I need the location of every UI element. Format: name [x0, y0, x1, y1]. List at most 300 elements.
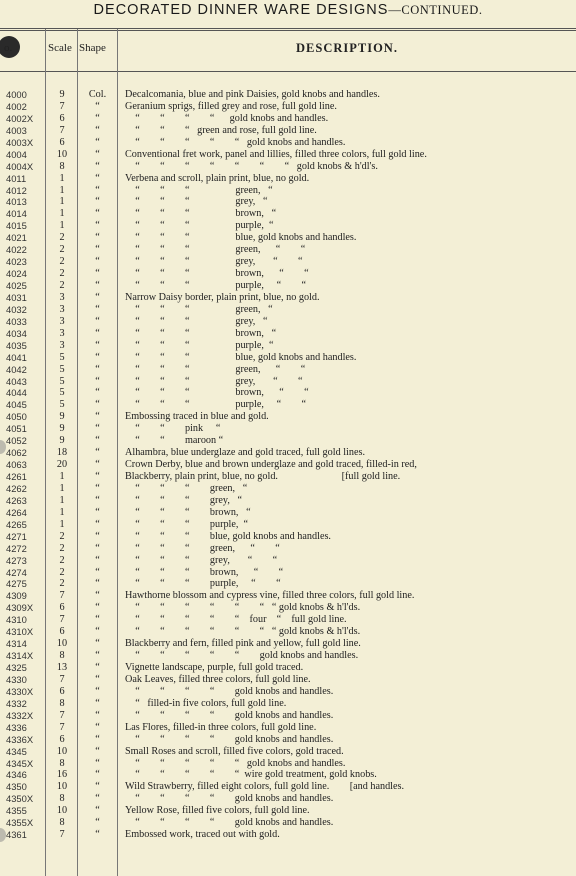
shape-value: “ — [95, 351, 100, 363]
description-text: “ “ “ “ gold knobs and handles. — [125, 733, 334, 745]
item-number: 4350X — [6, 793, 34, 805]
shape-value: “ — [95, 554, 100, 566]
item-number: 4015 — [6, 220, 27, 232]
shape-value: “ — [95, 566, 100, 578]
item-number: 4004 — [6, 148, 27, 160]
table-row — [0, 256, 576, 268]
table-row — [0, 578, 576, 590]
shape-value: “ — [95, 291, 100, 303]
item-number: 4050 — [6, 411, 27, 423]
item-number: 4263 — [6, 494, 27, 506]
scale-value: 6 — [59, 136, 65, 148]
table-row — [0, 208, 576, 220]
item-number: 4023 — [6, 256, 27, 268]
shape-value: “ — [95, 124, 100, 136]
item-number: 4032 — [6, 303, 27, 315]
item-number: 4264 — [6, 506, 27, 518]
item-number: 4024 — [6, 268, 27, 280]
table-row — [0, 268, 576, 280]
scale-value: 7 — [59, 124, 65, 136]
item-number: 4345 — [6, 745, 27, 757]
item-number: 4261 — [6, 471, 27, 482]
scale-value: 7 — [59, 709, 65, 721]
shape-value: “ — [95, 709, 100, 721]
description-text: “ “ “ green, “ — [125, 303, 273, 315]
table-row — [0, 244, 576, 256]
scale-value: 9 — [59, 423, 65, 435]
scale-value: 8 — [59, 817, 65, 829]
scale-value: 1 — [59, 184, 65, 196]
item-number: 4271 — [6, 530, 27, 542]
shape-value: “ — [95, 817, 100, 829]
description-text: Hawthorne blossom and cypress vine, filled three colors, full gold line. — [125, 590, 415, 602]
table-row — [0, 161, 576, 173]
table-row — [0, 781, 576, 793]
shape-value: “ — [95, 100, 100, 112]
description-text: “ “ pink “ — [125, 423, 221, 435]
table-row — [0, 232, 576, 244]
description-text: “ “ “ “ gold knobs and handles. — [125, 817, 334, 829]
table-row — [0, 352, 576, 364]
description-text: Oak Leaves, filled three colors, full gold line. — [125, 673, 311, 685]
scale-value: 5 — [59, 399, 65, 411]
shape-value: “ — [95, 136, 100, 148]
table-row — [0, 399, 576, 411]
scale-value: 7 — [59, 590, 65, 602]
description-text: “ “ “ “ gold knobs and handles. — [125, 112, 329, 124]
description-text: “ “ “ purple, “ “ — [125, 280, 307, 291]
table-row — [0, 280, 576, 292]
table-row — [0, 638, 576, 650]
shape-value: “ — [95, 614, 100, 626]
col-header-no: o. — [4, 42, 13, 54]
scale-value: 10 — [56, 805, 68, 817]
item-number: 4052 — [6, 435, 27, 447]
scale-value: 2 — [59, 280, 65, 291]
item-number: 4022 — [6, 244, 27, 256]
shape-value: “ — [95, 148, 100, 160]
scale-value: 7 — [59, 100, 65, 112]
shape-value: “ — [95, 578, 100, 590]
scale-value: 8 — [59, 650, 65, 662]
shape-value: “ — [95, 721, 100, 733]
shape-value: “ — [95, 303, 100, 315]
table-row — [0, 817, 576, 829]
item-number: 4043 — [6, 375, 27, 387]
table-row — [0, 674, 576, 686]
scale-value: 18 — [56, 447, 68, 459]
table-row — [0, 746, 576, 758]
shape-value: “ — [95, 471, 100, 482]
description-text: “ “ “ green, “ “ — [125, 363, 306, 375]
table-row — [0, 125, 576, 137]
scale-value: 6 — [59, 602, 65, 614]
scale-value: 1 — [59, 518, 65, 530]
table-row — [0, 495, 576, 507]
description-text: “ “ “ “ “ “ “ gold knobs & h'dl's. — [125, 160, 378, 172]
description-text: Narrow Daisy border, plain print, blue, no gold. — [125, 291, 320, 303]
table-row — [0, 543, 576, 555]
description-text: Vignette landscape, purple, full gold traced. — [125, 662, 304, 673]
description-text: “ “ “ grey, “ “ — [125, 554, 278, 566]
shape-value: “ — [95, 829, 100, 841]
scale-value: 6 — [59, 685, 65, 697]
shape-value: “ — [95, 602, 100, 614]
description-text: Verbena and scroll, plain print, blue, no gold. — [125, 172, 310, 184]
scale-value: 7 — [59, 829, 65, 841]
description-text: “ “ “ brown, “ — [125, 506, 251, 518]
table-row — [0, 471, 576, 483]
shape-value: “ — [95, 232, 100, 244]
description-text: “ “ “ “ gold knobs and handles. — [125, 685, 334, 697]
scale-value: 5 — [59, 351, 65, 363]
scale-value: 2 — [59, 256, 65, 268]
scale-value: 9 — [59, 435, 65, 447]
description-text: “ “ “ grey, “ — [125, 315, 268, 327]
item-number: 4310 — [6, 614, 27, 626]
table-row — [0, 316, 576, 328]
table-row — [0, 662, 576, 674]
table-row — [0, 340, 576, 352]
table-row — [0, 769, 576, 781]
scale-value: 2 — [59, 554, 65, 566]
description-text: “ “ “ purple, “ — [125, 220, 274, 232]
item-number: 4021 — [6, 232, 27, 244]
item-number: 4003X — [6, 136, 34, 148]
shape-value: “ — [95, 459, 100, 471]
item-number: 4330 — [6, 673, 27, 685]
shape-value: “ — [95, 506, 100, 518]
item-number: 4325 — [6, 662, 27, 673]
item-number: 4003 — [6, 124, 27, 136]
item-number: 4309X — [6, 602, 34, 614]
table-row — [0, 89, 576, 101]
table-row — [0, 531, 576, 543]
shape-value: “ — [95, 482, 100, 494]
shape-value: “ — [95, 327, 100, 339]
item-number: 4044 — [6, 387, 27, 399]
table-row — [0, 686, 576, 698]
description-text: “ “ maroon “ — [125, 435, 224, 447]
table-row — [0, 149, 576, 161]
shape-value: “ — [95, 339, 100, 351]
scale-value: 8 — [59, 160, 65, 172]
table-row — [0, 173, 576, 185]
item-number: 4355 — [6, 805, 27, 817]
table-row — [0, 364, 576, 376]
item-number: 4014 — [6, 208, 27, 220]
title-suffix: —CONTINUED. — [388, 3, 483, 17]
item-number: 4314 — [6, 638, 27, 650]
description-text: “ “ “ purple, “ “ — [125, 399, 307, 411]
table-row — [0, 101, 576, 113]
shape-value: “ — [95, 447, 100, 459]
col-header-description: DESCRIPTION. — [296, 41, 398, 55]
shape-value: “ — [95, 196, 100, 208]
shape-value: “ — [95, 220, 100, 232]
shape-value: “ — [95, 208, 100, 220]
shape-value: “ — [95, 411, 100, 423]
shape-value: “ — [95, 733, 100, 745]
description-text: “ “ “ purple, “ “ — [125, 578, 281, 590]
shape-value: “ — [95, 697, 100, 709]
scale-value: 1 — [59, 482, 65, 494]
item-number: 4042 — [6, 363, 27, 375]
scale-value: 1 — [59, 471, 65, 482]
scale-value: 7 — [59, 721, 65, 733]
description-text: “ “ “ “ “ “ “ gold knobs & h'l'ds. — [125, 626, 361, 638]
shape-value: “ — [95, 805, 100, 817]
shape-value: “ — [95, 781, 100, 793]
shape-value: “ — [95, 650, 100, 662]
description-text: “ “ “ green, “ “ — [125, 542, 280, 554]
item-number: 4063 — [6, 459, 27, 471]
title-text: DECORATED DINNER WARE DESIGNS — [93, 2, 389, 18]
table-row — [0, 411, 576, 423]
shape-value: “ — [95, 626, 100, 638]
table-row — [0, 376, 576, 388]
shape-value: “ — [95, 435, 100, 447]
item-number: 4004X — [6, 160, 34, 172]
description-text: “ “ “ brown, “ “ — [125, 387, 309, 399]
scale-value: 5 — [59, 363, 65, 375]
item-number: 4262 — [6, 482, 27, 494]
scale-value: 1 — [59, 196, 65, 208]
scale-value: 3 — [59, 327, 65, 339]
table-row — [0, 805, 576, 817]
table-row — [0, 435, 576, 447]
item-number: 4273 — [6, 554, 27, 566]
description-text: Embossing traced in blue and gold. — [125, 411, 269, 423]
item-number: 4275 — [6, 578, 27, 590]
shape-value: “ — [95, 673, 100, 685]
table-row — [0, 304, 576, 316]
page-title — [0, 2, 576, 18]
table-row — [0, 567, 576, 579]
shape-value: “ — [95, 315, 100, 327]
scale-value: 8 — [59, 757, 65, 769]
item-number: 4012 — [6, 184, 27, 196]
table-row — [0, 626, 576, 638]
shape-value: “ — [95, 375, 100, 387]
description-text: “ “ “ “ “ gold knobs and handles. — [125, 136, 346, 148]
description-text: “ “ “ “ “ “ “ gold knobs & h'l'ds. — [125, 602, 361, 614]
scale-value: 2 — [59, 232, 65, 244]
table-row — [0, 196, 576, 208]
description-text: “ “ “ purple, “ — [125, 518, 249, 530]
item-number: 4330X — [6, 685, 34, 697]
scale-value: 6 — [59, 112, 65, 124]
item-number: 4309 — [6, 590, 27, 602]
item-number: 4274 — [6, 566, 27, 578]
shape-value: “ — [95, 399, 100, 411]
shape-value: “ — [95, 590, 100, 602]
scale-value: 6 — [59, 626, 65, 638]
item-number: 4033 — [6, 315, 27, 327]
table-row — [0, 602, 576, 614]
table-row — [0, 220, 576, 232]
scale-value: 13 — [56, 662, 68, 673]
item-number: 4000 — [6, 89, 27, 100]
scale-value: 1 — [59, 220, 65, 232]
shape-value: “ — [95, 112, 100, 124]
item-number: 4011 — [6, 172, 27, 184]
item-number: 4332 — [6, 697, 27, 709]
shape-value: “ — [95, 638, 100, 650]
description-text: “ “ “ blue, gold knobs and handles. — [125, 530, 331, 542]
scale-value: 2 — [59, 578, 65, 590]
shape-value: Col. — [88, 89, 107, 100]
table-row — [0, 459, 576, 471]
table-row — [0, 793, 576, 805]
description-text: “ “ “ brown, “ — [125, 327, 277, 339]
scale-value: 1 — [59, 506, 65, 518]
scale-value: 2 — [59, 566, 65, 578]
item-number: 4350 — [6, 781, 27, 793]
table-row — [0, 507, 576, 519]
table-row — [0, 710, 576, 722]
description-text: “ “ “ green and rose, full gold line. — [125, 124, 317, 136]
table-row — [0, 137, 576, 149]
scale-value: 10 — [56, 781, 68, 793]
description-text: “ filled-in five colors, full gold line. — [125, 697, 287, 709]
description-text: Yellow Rose, filled five colors, full gold line. — [125, 805, 310, 817]
scale-value: 1 — [59, 172, 65, 184]
shape-value: “ — [95, 280, 100, 291]
table-row — [0, 614, 576, 626]
table-row — [0, 698, 576, 710]
shape-value: “ — [95, 793, 100, 805]
description-text: “ “ “ grey, “ “ — [125, 375, 303, 387]
description-text: Blackberry, plain print, blue, no gold. [full gold line. — [125, 471, 401, 482]
item-number: 4310X — [6, 626, 34, 638]
shape-value: “ — [95, 387, 100, 399]
description-text: “ “ “ green, “ — [125, 184, 273, 196]
item-number: 4045 — [6, 399, 27, 411]
shape-value: “ — [95, 518, 100, 530]
item-number: 4314X — [6, 650, 34, 662]
item-number: 4031 — [6, 291, 27, 303]
description-text: “ “ “ brown, “ — [125, 208, 277, 220]
description-text: “ “ “ grey, “ “ — [125, 256, 303, 268]
item-number: 4332X — [6, 709, 34, 721]
header-rule-bottom — [0, 71, 576, 72]
catalog-table-body — [0, 89, 576, 841]
item-number: 4272 — [6, 542, 27, 554]
item-number: 4062 — [6, 447, 27, 459]
shape-value: “ — [95, 184, 100, 196]
table-row — [0, 328, 576, 340]
scale-value: 2 — [59, 530, 65, 542]
item-number: 4002X — [6, 112, 34, 124]
table-row — [0, 423, 576, 435]
description-text: “ “ “ “ gold knobs and handles. — [125, 793, 334, 805]
description-text: “ “ “ purple, “ — [125, 339, 274, 351]
table-row — [0, 555, 576, 567]
scale-value: 5 — [59, 375, 65, 387]
item-number: 4051 — [6, 423, 27, 435]
item-number: 4013 — [6, 196, 27, 208]
shape-value: “ — [95, 757, 100, 769]
scale-value: 16 — [56, 769, 68, 781]
scale-value: 9 — [59, 89, 65, 100]
item-number: 4336X — [6, 733, 34, 745]
description-text: “ “ “ brown, “ “ — [125, 268, 309, 280]
description-text: Crown Derby, blue and brown underglaze and gold traced, filled-in red, — [125, 459, 417, 471]
description-text: Decalcomania, blue and pink Daisies, gold knobs and handles. — [125, 89, 380, 100]
description-text: “ “ “ grey, “ — [125, 196, 268, 208]
item-number: 4002 — [6, 100, 27, 112]
col-header-shape: Shape — [79, 42, 106, 54]
table-row — [0, 590, 576, 602]
description-text: “ “ “ grey, “ — [125, 494, 243, 506]
table-row — [0, 447, 576, 459]
shape-value: “ — [95, 662, 100, 673]
scale-value: 10 — [56, 745, 68, 757]
description-text: Geranium sprigs, filled grey and rose, full gold line. — [125, 100, 337, 112]
shape-value: “ — [95, 256, 100, 268]
scale-value: 5 — [59, 387, 65, 399]
item-number: 4265 — [6, 518, 27, 530]
description-text: “ “ “ blue, gold knobs and handles. — [125, 351, 357, 363]
table-row — [0, 829, 576, 841]
shape-value: “ — [95, 769, 100, 781]
scale-value: 2 — [59, 542, 65, 554]
shape-value: “ — [95, 745, 100, 757]
item-number: 4041 — [6, 351, 27, 363]
shape-value: “ — [95, 423, 100, 435]
description-text: Las Flores, filled-in three colors, full gold line. — [125, 721, 317, 733]
description-text: Small Roses and scroll, filled five colors, gold traced. — [125, 745, 344, 757]
header-rule-top-2 — [0, 30, 576, 31]
description-text: “ “ “ brown, “ “ — [125, 566, 284, 578]
shape-value: “ — [95, 244, 100, 256]
item-number: 4034 — [6, 327, 27, 339]
item-number: 4035 — [6, 339, 27, 351]
description-text: Blackberry and fern, filled pink and yellow, full gold line. — [125, 638, 361, 650]
scale-value: 8 — [59, 793, 65, 805]
item-number: 4355X — [6, 817, 34, 829]
shape-value: “ — [95, 685, 100, 697]
scale-value: 1 — [59, 208, 65, 220]
scale-value: 3 — [59, 303, 65, 315]
scale-value: 7 — [59, 673, 65, 685]
item-number: 4345X — [6, 757, 34, 769]
table-row — [0, 734, 576, 746]
item-number: 4336 — [6, 721, 27, 733]
scale-value: 9 — [59, 411, 65, 423]
scale-value: 1 — [59, 494, 65, 506]
shape-value: “ — [95, 160, 100, 172]
scale-value: 10 — [56, 638, 68, 650]
scale-value: 3 — [59, 339, 65, 351]
description-text: “ “ “ “ “ wire gold treatment, gold knobs. — [125, 769, 377, 781]
scale-value: 8 — [59, 697, 65, 709]
table-row — [0, 292, 576, 304]
item-number: 4346 — [6, 769, 27, 781]
description-text: “ “ “ “ “ gold knobs and handles. — [125, 757, 346, 769]
description-text: “ “ “ green, “ — [125, 482, 248, 494]
scale-value: 6 — [59, 733, 65, 745]
scale-value: 3 — [59, 315, 65, 327]
description-text: “ “ “ “ “ four “ full gold line. — [125, 614, 347, 626]
table-row — [0, 519, 576, 531]
description-text: Embossed work, traced out with gold. — [125, 829, 280, 841]
header-rule-top — [0, 28, 576, 29]
description-text: Conventional fret work, panel and lillies, filled three colors, full gold line. — [125, 148, 427, 160]
scale-value: 7 — [59, 614, 65, 626]
scale-value: 2 — [59, 244, 65, 256]
